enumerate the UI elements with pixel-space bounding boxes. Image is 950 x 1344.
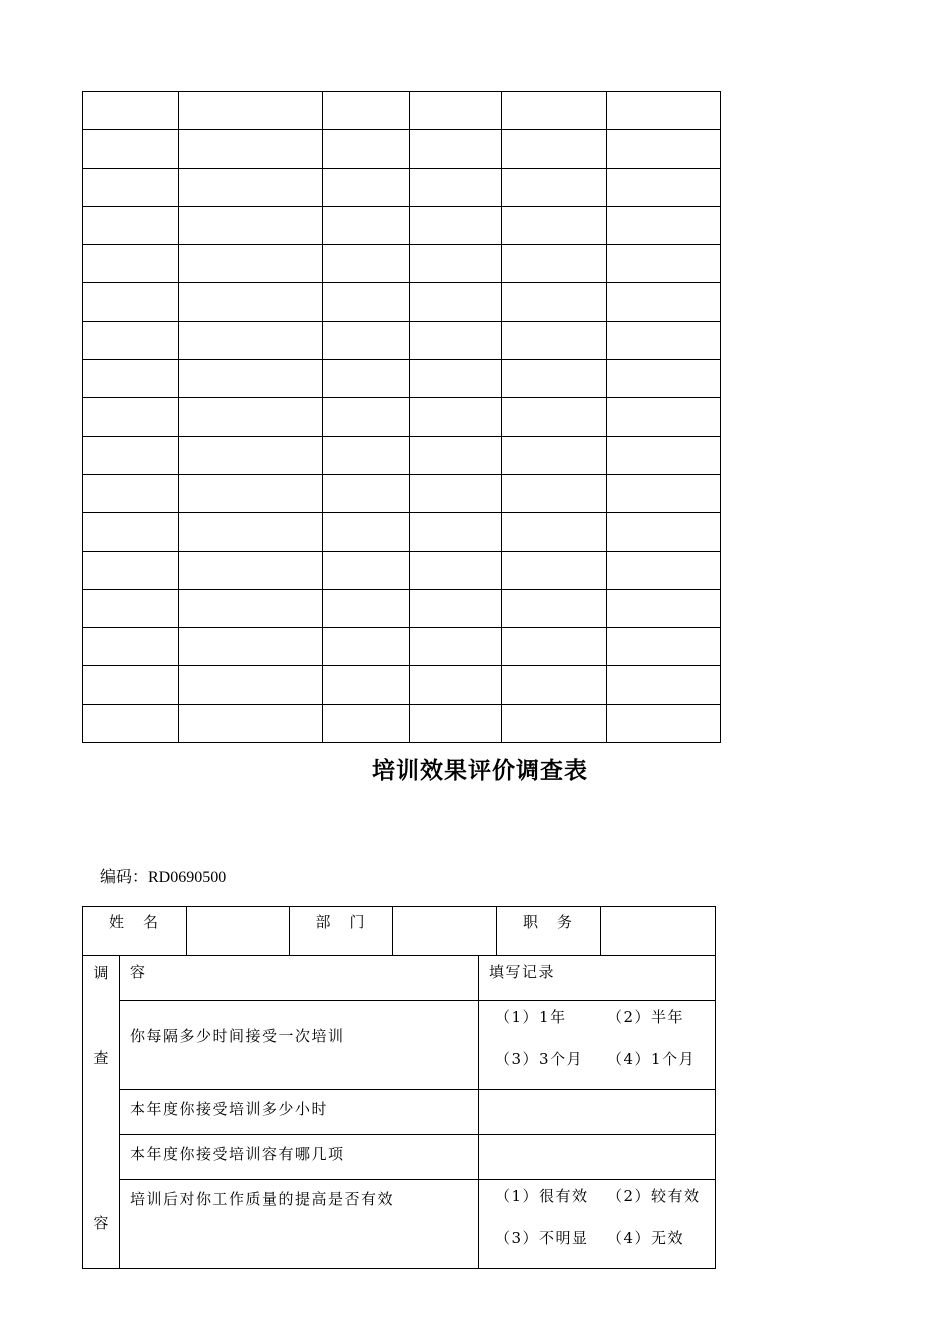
grid-cell[interactable] — [410, 245, 502, 283]
grid-cell[interactable] — [323, 283, 410, 321]
grid-row — [83, 666, 721, 704]
grid-cell[interactable] — [179, 206, 323, 244]
grid-cell[interactable] — [502, 398, 607, 436]
grid-cell[interactable] — [502, 704, 607, 742]
grid-cell[interactable] — [83, 360, 179, 398]
department-field[interactable] — [393, 907, 497, 956]
grid-cell[interactable] — [323, 206, 410, 244]
grid-cell[interactable] — [502, 92, 607, 130]
grid-cell[interactable] — [410, 513, 502, 551]
option[interactable]: （3）不明显 — [495, 1229, 589, 1247]
grid-cell[interactable] — [323, 628, 410, 666]
grid-cell[interactable] — [607, 666, 721, 704]
name-label: 姓 名 — [83, 907, 187, 956]
grid-cell[interactable] — [83, 245, 179, 283]
grid-row — [83, 283, 721, 321]
grid-cell[interactable] — [502, 283, 607, 321]
grid-cell[interactable] — [607, 360, 721, 398]
grid-cell[interactable] — [323, 92, 410, 130]
side-char-3: 容 — [93, 1214, 109, 1232]
grid-cell[interactable] — [502, 130, 607, 168]
grid-cell[interactable] — [323, 551, 410, 589]
grid-cell[interactable] — [323, 360, 410, 398]
grid-cell[interactable] — [83, 398, 179, 436]
record-header: 填写记录 — [479, 956, 716, 1001]
grid-cell[interactable] — [83, 589, 179, 627]
option[interactable]: （4）1个月 — [607, 1050, 696, 1068]
grid-cell[interactable] — [410, 168, 502, 206]
grid-cell[interactable] — [607, 436, 721, 474]
question-row — [83, 1180, 716, 1269]
question-text: 本年度你接受培训容有哪几项 — [120, 1135, 479, 1180]
grid-cell[interactable] — [323, 666, 410, 704]
option-row — [495, 1226, 715, 1268]
grid-cell[interactable] — [502, 321, 607, 359]
answer-field[interactable] — [479, 1135, 716, 1180]
grid-cell[interactable] — [83, 206, 179, 244]
grid-cell[interactable] — [607, 168, 721, 206]
side-char-2: 查 — [93, 1049, 109, 1067]
grid-cell[interactable] — [502, 436, 607, 474]
grid-row — [83, 245, 721, 283]
grid-cell[interactable] — [410, 398, 502, 436]
question-text: 培训后对你工作质量的提高是否有效 — [120, 1180, 479, 1269]
name-field[interactable] — [187, 907, 290, 956]
grid-cell[interactable] — [83, 666, 179, 704]
option[interactable]: （4）无效 — [607, 1229, 685, 1247]
grid-cell[interactable] — [83, 168, 179, 206]
option-row — [495, 1005, 715, 1047]
header-row — [83, 907, 716, 956]
grid-cell[interactable] — [179, 321, 323, 359]
department-label: 部 门 — [290, 907, 393, 956]
option[interactable]: （2）较有效 — [607, 1187, 701, 1205]
grid-cell[interactable] — [410, 704, 502, 742]
grid-cell[interactable] — [83, 551, 179, 589]
grid-cell[interactable] — [410, 628, 502, 666]
question-text: 本年度你接受培训多少小时 — [120, 1090, 479, 1135]
grid-cell[interactable] — [607, 283, 721, 321]
grid-cell[interactable] — [179, 628, 323, 666]
grid-cell[interactable] — [179, 168, 323, 206]
grid-cell[interactable] — [502, 666, 607, 704]
grid-cell[interactable] — [410, 436, 502, 474]
grid-cell[interactable] — [179, 398, 323, 436]
grid-cell[interactable] — [323, 474, 410, 512]
grid-cell[interactable] — [83, 321, 179, 359]
grid-cell[interactable] — [323, 321, 410, 359]
grid-cell[interactable] — [410, 666, 502, 704]
question-text: 你每隔多少时间接受一次培训 — [120, 1001, 479, 1090]
grid-cell[interactable] — [607, 206, 721, 244]
grid-cell[interactable] — [410, 92, 502, 130]
grid-row — [83, 360, 721, 398]
grid-cell[interactable] — [410, 206, 502, 244]
grid-cell[interactable] — [607, 551, 721, 589]
grid-cell[interactable] — [323, 245, 410, 283]
document-code: 编码：RD0690500 — [100, 869, 227, 886]
grid-row — [83, 398, 721, 436]
grid-cell[interactable] — [607, 628, 721, 666]
grid-cell[interactable] — [410, 474, 502, 512]
grid-cell[interactable] — [607, 398, 721, 436]
grid-cell[interactable] — [83, 628, 179, 666]
grid-cell[interactable] — [410, 360, 502, 398]
grid-row — [83, 589, 721, 627]
content-header: 容 — [120, 956, 479, 1001]
grid-cell[interactable] — [502, 589, 607, 627]
grid-cell[interactable] — [410, 283, 502, 321]
grid-cell[interactable] — [83, 474, 179, 512]
option[interactable]: （1）1年 — [495, 1008, 567, 1026]
grid-cell[interactable] — [607, 589, 721, 627]
grid-cell[interactable] — [502, 513, 607, 551]
survey-table — [82, 906, 716, 1269]
grid-cell[interactable] — [410, 551, 502, 589]
grid-cell[interactable] — [83, 92, 179, 130]
grid-cell[interactable] — [179, 704, 323, 742]
grid-cell[interactable] — [607, 474, 721, 512]
answer-options[interactable] — [479, 1180, 716, 1269]
grid-cell[interactable] — [502, 360, 607, 398]
grid-cell[interactable] — [179, 666, 323, 704]
grid-row — [83, 92, 721, 130]
column-header-row — [83, 956, 716, 1001]
option-row — [495, 1047, 715, 1089]
answer-options[interactable] — [479, 1001, 716, 1090]
grid-cell[interactable] — [410, 589, 502, 627]
grid-row — [83, 206, 721, 244]
grid-cell[interactable] — [323, 130, 410, 168]
grid-row — [83, 474, 721, 512]
grid-cell[interactable] — [179, 360, 323, 398]
grid-cell[interactable] — [83, 436, 179, 474]
option[interactable]: （3）3个月 — [495, 1050, 584, 1068]
grid-cell[interactable] — [179, 513, 323, 551]
grid-cell[interactable] — [502, 206, 607, 244]
answer-field[interactable] — [479, 1090, 716, 1135]
grid-cell[interactable] — [179, 130, 323, 168]
option[interactable]: （2）半年 — [607, 1008, 685, 1026]
grid-cell[interactable] — [179, 589, 323, 627]
grid-cell[interactable] — [502, 551, 607, 589]
grid-cell[interactable] — [502, 628, 607, 666]
grid-cell[interactable] — [502, 168, 607, 206]
grid-cell[interactable] — [410, 130, 502, 168]
grid-cell[interactable] — [323, 168, 410, 206]
grid-cell[interactable] — [83, 704, 179, 742]
grid-cell[interactable] — [179, 551, 323, 589]
side-label-cell — [83, 956, 120, 1269]
grid-cell[interactable] — [323, 704, 410, 742]
grid-cell[interactable] — [323, 589, 410, 627]
side-char-1: 调 — [93, 964, 109, 982]
grid-cell[interactable] — [179, 283, 323, 321]
grid-row — [83, 321, 721, 359]
question-row — [83, 1090, 716, 1135]
grid-row — [83, 513, 721, 551]
grid-cell[interactable] — [83, 513, 179, 551]
question-row — [83, 1135, 716, 1180]
blank-grid-table — [82, 91, 721, 743]
position-field[interactable] — [601, 907, 716, 956]
grid-cell[interactable] — [607, 321, 721, 359]
grid-cell[interactable] — [607, 245, 721, 283]
grid-cell[interactable] — [607, 704, 721, 742]
grid-row — [83, 628, 721, 666]
grid-row — [83, 704, 721, 742]
grid-cell[interactable] — [323, 398, 410, 436]
page-title: 培训效果评价调查表 — [372, 757, 588, 784]
grid-row — [83, 436, 721, 474]
grid-cell[interactable] — [607, 513, 721, 551]
grid-cell[interactable] — [502, 245, 607, 283]
grid-row — [83, 551, 721, 589]
grid-cell[interactable] — [83, 130, 179, 168]
grid-cell[interactable] — [607, 92, 721, 130]
position-label: 职 务 — [497, 907, 601, 956]
grid-row — [83, 168, 721, 206]
grid-cell[interactable] — [323, 436, 410, 474]
grid-cell[interactable] — [179, 245, 323, 283]
option[interactable]: （1）很有效 — [495, 1187, 589, 1205]
grid-cell[interactable] — [179, 474, 323, 512]
grid-cell[interactable] — [323, 513, 410, 551]
option-row — [495, 1184, 715, 1226]
grid-cell[interactable] — [83, 283, 179, 321]
grid-cell[interactable] — [179, 92, 323, 130]
grid-cell[interactable] — [179, 436, 323, 474]
grid-cell[interactable] — [410, 321, 502, 359]
question-row — [83, 1001, 716, 1090]
grid-cell[interactable] — [607, 130, 721, 168]
grid-row — [83, 130, 721, 168]
grid-cell[interactable] — [502, 474, 607, 512]
